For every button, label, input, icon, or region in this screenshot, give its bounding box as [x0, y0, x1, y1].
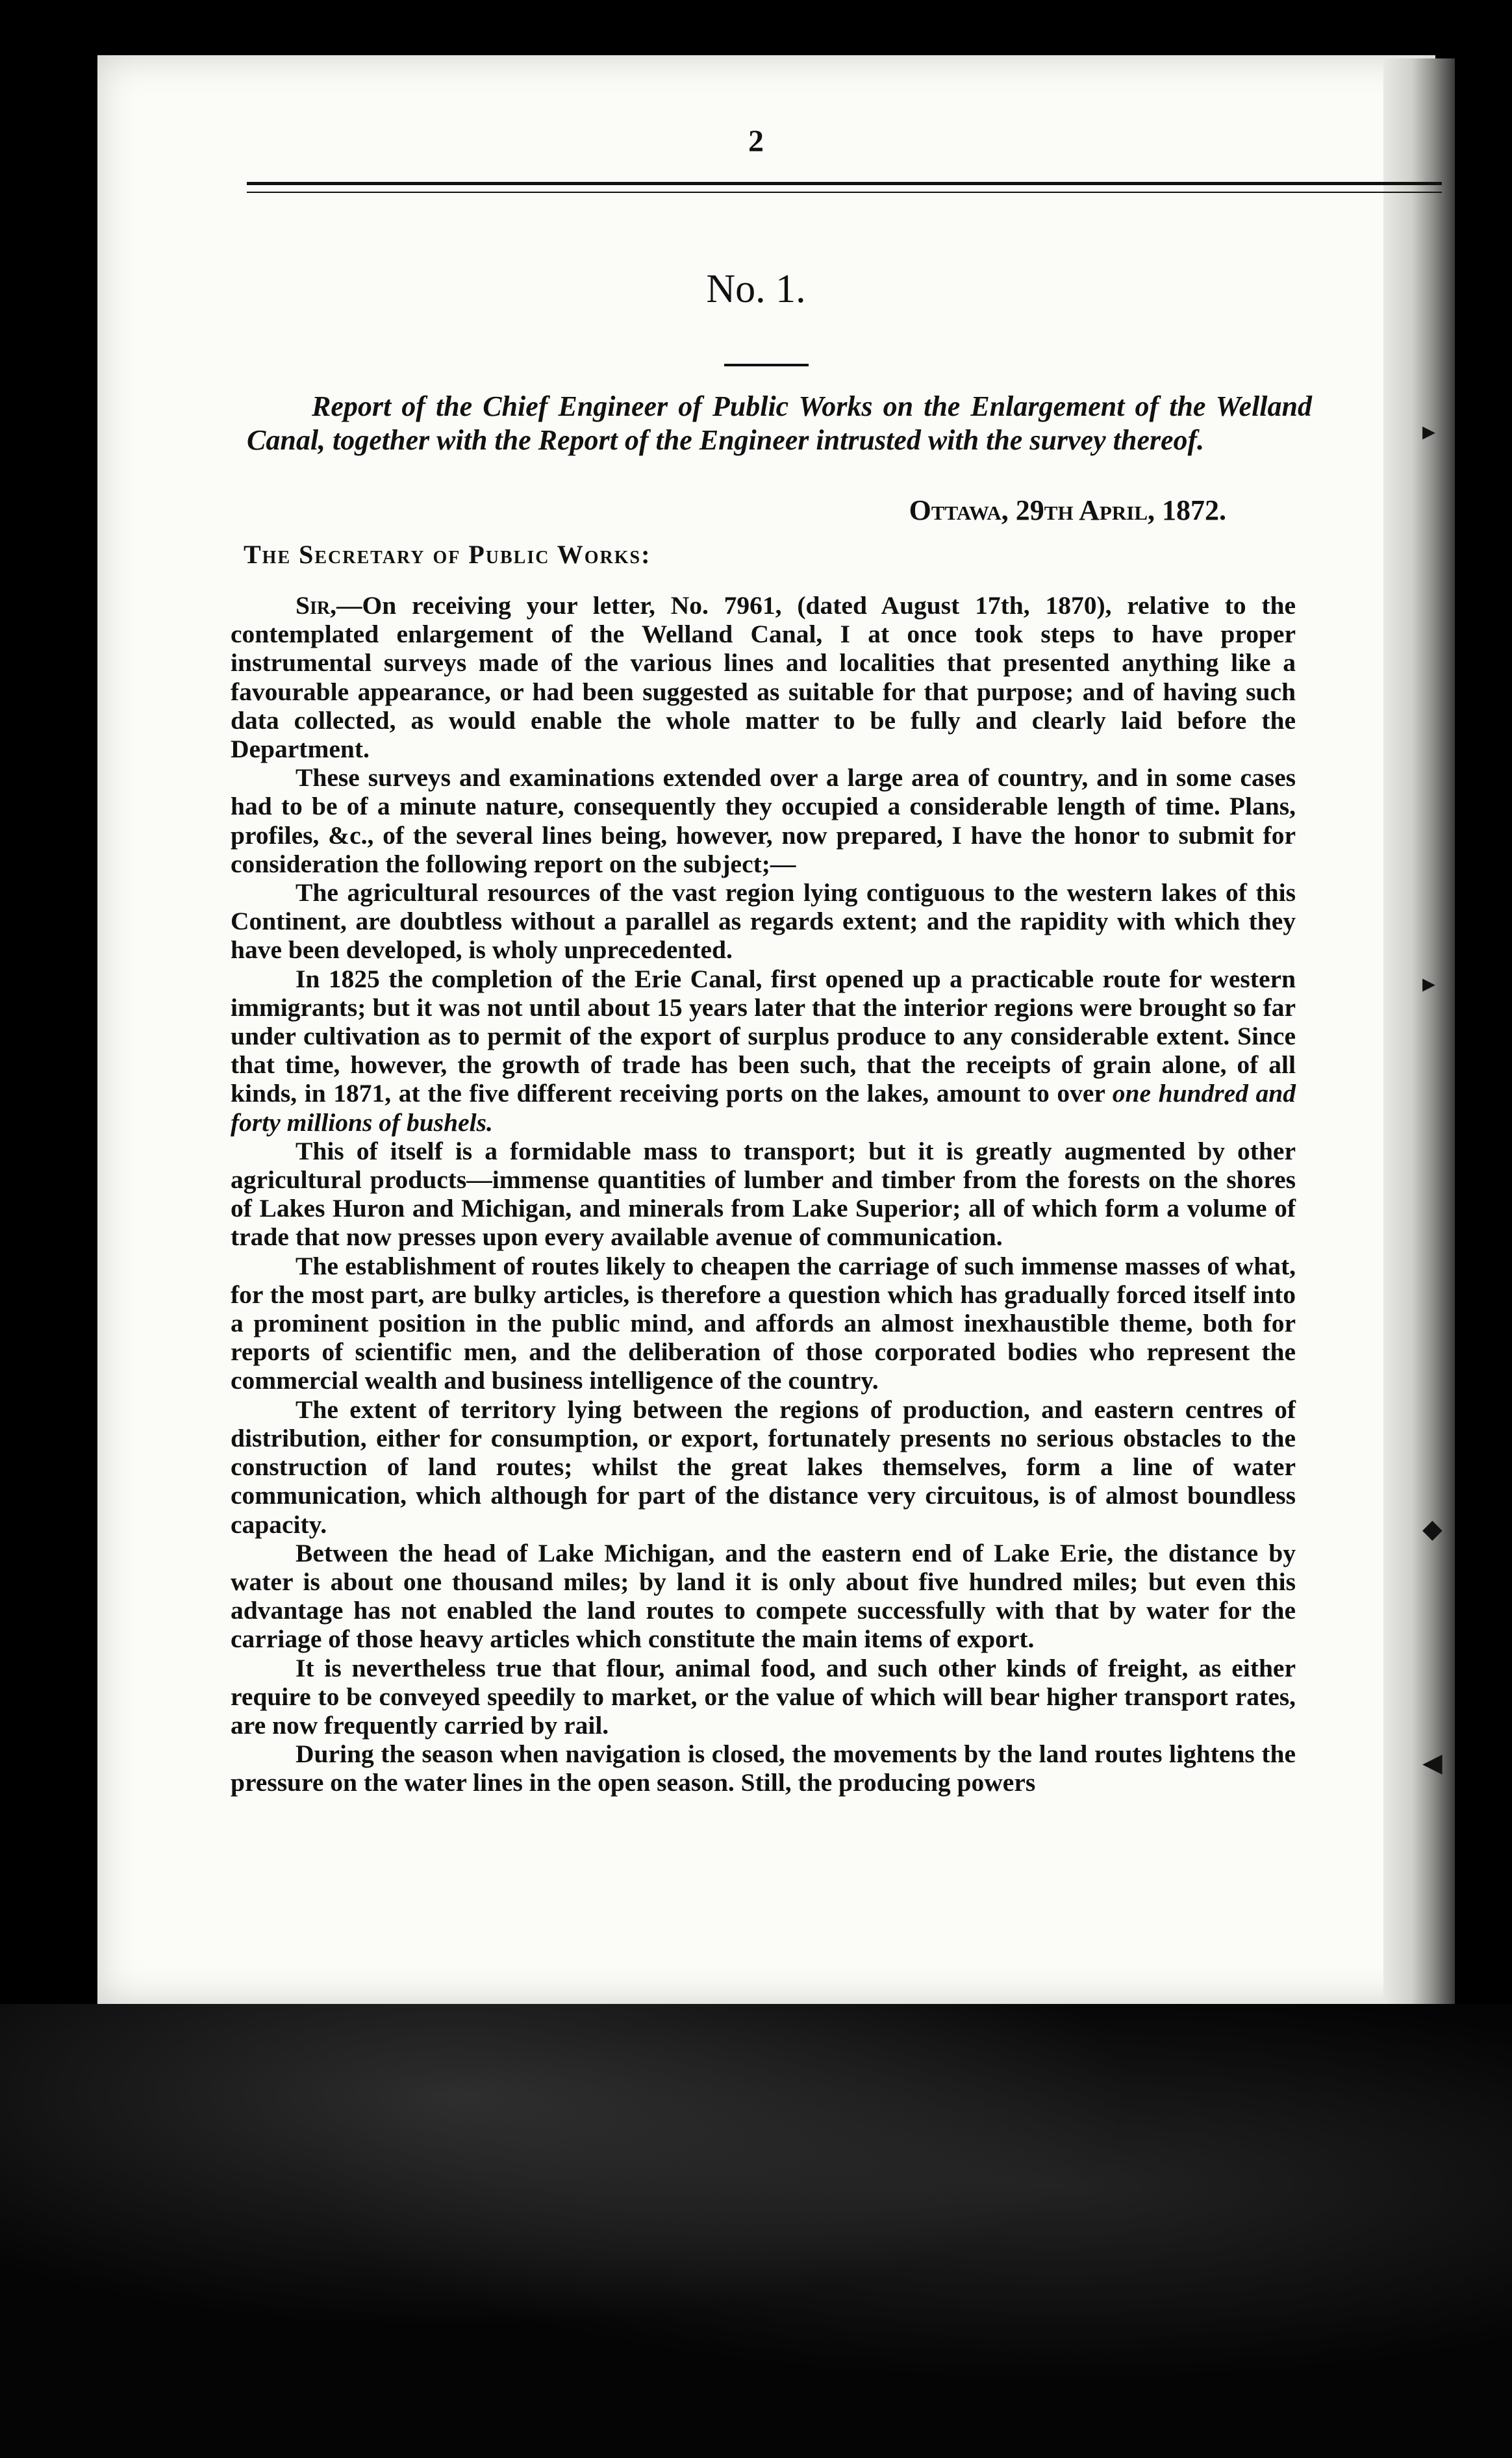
paragraph: The establishment of routes likely to cheapen the carriage of such immense masses of what, for the most part, are bulky articles, is therefore a question which has gradually forced itself into a prominent position in the public mind, and affords an almost inexhaustible theme, both for reports of scientific men, and the deliberation of those corporated bodies who represent the commercial wealth and business intelligence of the country. [231, 1251, 1296, 1395]
report-body [231, 591, 1296, 1797]
paragraph: These surveys and examinations extended over a large area of country, and in some cases had to be of a minute nature, consequently they occupied a considerable length of time. Plans, profiles, &c., of the several lines being, however, now prepared, I have the honor to submit for consideration the following report on the subject;— [231, 763, 1296, 878]
heading-rule [724, 364, 809, 366]
page-number: 2 [748, 124, 764, 158]
paragraph [231, 965, 1296, 1137]
dateline: Ottawa, 29th April, 1872. [909, 494, 1226, 526]
page-edge-shadow [1383, 58, 1455, 2014]
paragraph: During the season when navigation is closed, the movements by the land routes lightens the pressure on the water lines in the open season. Still, the producing powers [231, 1740, 1296, 1797]
paragraph-italic: one hundred and forty millions of bushels. [231, 1079, 1296, 1137]
paragraph-lead: Sir, [296, 591, 336, 620]
paragraph: Between the head of Lake Michigan, and the eastern end of Lake Erie, the distance by water is about one thousand miles; by land it is only about five hundred miles; but even this advantage has not enabled the land routes to compete successfully with that by water for the carriage of those heavy articles which constitute the main items of export. [231, 1538, 1296, 1654]
paragraph: This of itself is a formidable mass to transport; but it is greatly augmented by other agricultural products—immense quantities of lumber and timber from the forests on the shores of Lakes Huron and Michigan, and minerals from Lake Superior; all of which form a volume of trade that now presses upon every available avenue of communication. [231, 1136, 1296, 1252]
paragraph: The extent of territory lying between the regions of production, and eastern centres of distribution, either for consumption, or export, fortunately presents no serious obstacles to the construction of land routes; whilst the great lakes themselves, form a line of water communication, which although for part of the distance very circuitous, is of almost boundless capacity. [231, 1395, 1296, 1539]
binding-mark-icon: ◆ [1422, 1514, 1443, 1543]
paragraph-text: In 1825 the completion of the Erie Canal, first opened up a practicable route for western immigrants; but it was not until about 15 years later that the interior regions were brought so far under cultivation as to permit of the export of surplus produce to any considerable extent. Since that time, however, the growth of trade has been such, that the receipts of grain alone, of all kinds, in 1871, at the five different receiving ports on the lakes, amount to over [231, 964, 1296, 1108]
paragraph: It is nevertheless true that flour, animal food, and such other kinds of freight, as either require to be conveyed speedily to market, or the value of which will bear higher transport rates, are now frequently carried by rail. [231, 1653, 1296, 1740]
report-subtitle: Report of the Chief Engineer of Public Works on the Enlargement of the Welland Canal, together with the Report of the Engineer intrusted with the survey thereof. [247, 390, 1312, 456]
binding-mark-icon: ▸ [1422, 969, 1436, 998]
document-heading: No. 1. [706, 267, 806, 311]
binding-mark-icon: ▸ [1422, 416, 1436, 446]
paragraph [231, 591, 1296, 763]
salutation: The Secretary of Public Works: [244, 540, 651, 569]
paragraph-text: —On receiving your letter, No. 7961, (dated August 17th, 1870), relative to the contemplated enlargement of the Welland Canal, I at once took steps to have proper instrumental surveys made of the various lines and localities that presented anything like a favourable appearance, or had been suggested as suitable for that purpose; and of having such data collected, as would enable the whole matter to be fully and clearly laid before the Department. [231, 591, 1296, 764]
header-rule-thin [247, 192, 1442, 193]
paragraph: The agricultural resources of the vast region lying contiguous to the western lakes of this Continent, are doubtless without a parallel as regards extent; and the rapidity with which they have been developed, is wholy unprecedented. [231, 878, 1296, 965]
binding-mark-icon: ◀ [1422, 1748, 1443, 1777]
header-rule [247, 182, 1442, 185]
scan-background [0, 2004, 1512, 2458]
